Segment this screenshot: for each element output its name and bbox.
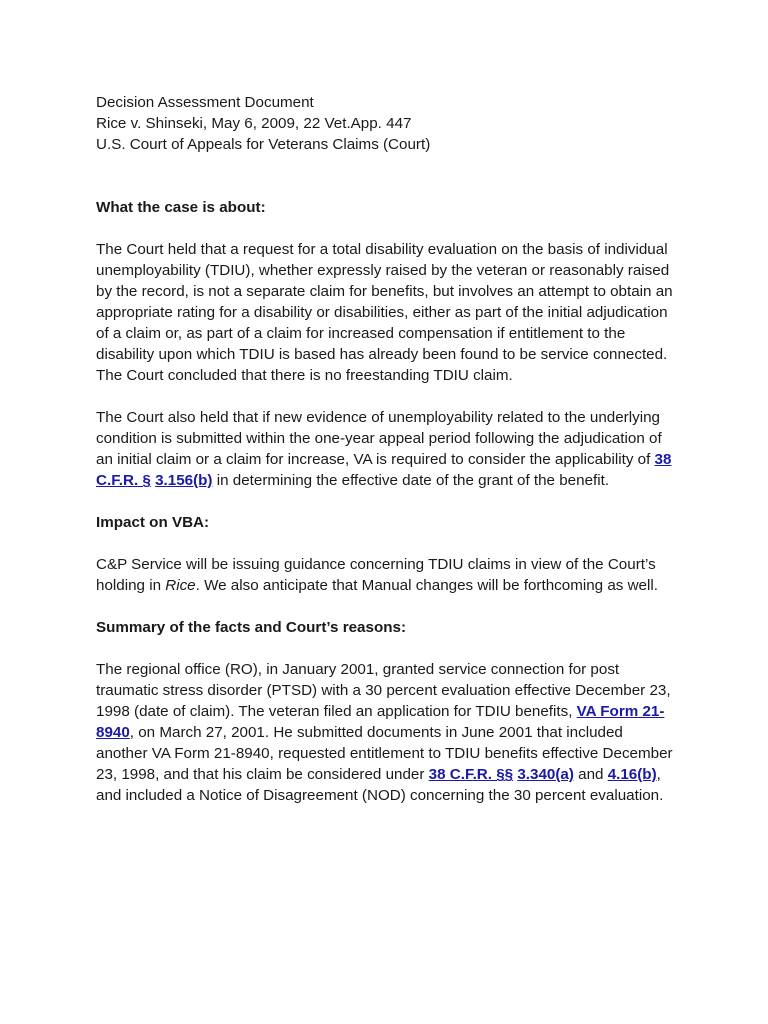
case-name-italic: Rice — [165, 577, 196, 594]
court-name: U.S. Court of Appeals for Veterans Claims (Court) — [96, 136, 431, 153]
section-heading-summary: Summary of the facts and Court’s reasons: — [96, 619, 407, 636]
link-38-cfr[interactable]: 38 C.F.R. § — [96, 451, 672, 489]
link-3-340-a[interactable]: 3.340(a) — [517, 766, 574, 783]
paragraph-impact: C&P Service will be issuing guidance concerning TDIU claims in view of the Court’s holding in Rice. We also anticipate that Manual changes will be forthcoming as well. — [96, 556, 658, 594]
section-heading-impact-vba: Impact on VBA: — [96, 514, 210, 531]
document-title: Decision Assessment Document — [96, 94, 314, 111]
paragraph-new-evidence: The Court also held that if new evidence of unemployability related to the underlying condition is submitted within the one-year appeal period following the adjudication of an initial claim or a claim for increase, VA is required to consider the applicability of 38 C.F.R. § 3.156(b) in determining the effective date of the grant of the benefit. — [96, 409, 672, 489]
document-page — [96, 92, 676, 806]
paragraph-court-held: The Court held that a request for a total disability evaluation on the basis of individual unemployability (TDIU), whether expressly raised by the veteran or reasonably raised by the record, is not a separate claim for benefits, but involves an attempt to obtain an appropriate rating for a disability or disabilities, either as part of the initial adjudication of a claim or, as part of a claim for increased compensation if entitlement to the disability upon which TDIU is based has already been found to be service connected. The Court concluded that there is no freestanding TDIU claim. — [96, 241, 673, 384]
link-4-16-b[interactable]: 4.16(b) — [607, 766, 657, 783]
link-38-cfr-sections[interactable]: 38 C.F.R. §§ — [428, 766, 514, 783]
section-heading-case-about: What the case is about: — [96, 199, 266, 216]
link-va-form-21-8940[interactable]: VA Form 21-8940 — [96, 703, 665, 741]
paragraph-summary-facts: The regional office (RO), in January 2001, granted service connection for post traumatic stress disorder (PTSD) with a 30 percent evaluation effective December 23, 1998 (date of claim). The veteran filed an application for TDIU benefits, VA Form 21-8940, on March 27, 2001. He submitted documents in June 2001 that included another VA Form 21-8940, requested entitlement to TDIU benefits effective December 23, 1998, and that his claim be considered under 38 C.F.R. §§ 3.340(a) and 4.16(b), and included a Notice of Disagreement (NOD) concerning the 30 percent evaluation. — [96, 661, 673, 804]
case-citation: Rice v. Shinseki, May 6, 2009, 22 Vet.App. 447 — [96, 115, 412, 132]
link-3-156-b[interactable]: 3.156(b) — [155, 472, 213, 489]
